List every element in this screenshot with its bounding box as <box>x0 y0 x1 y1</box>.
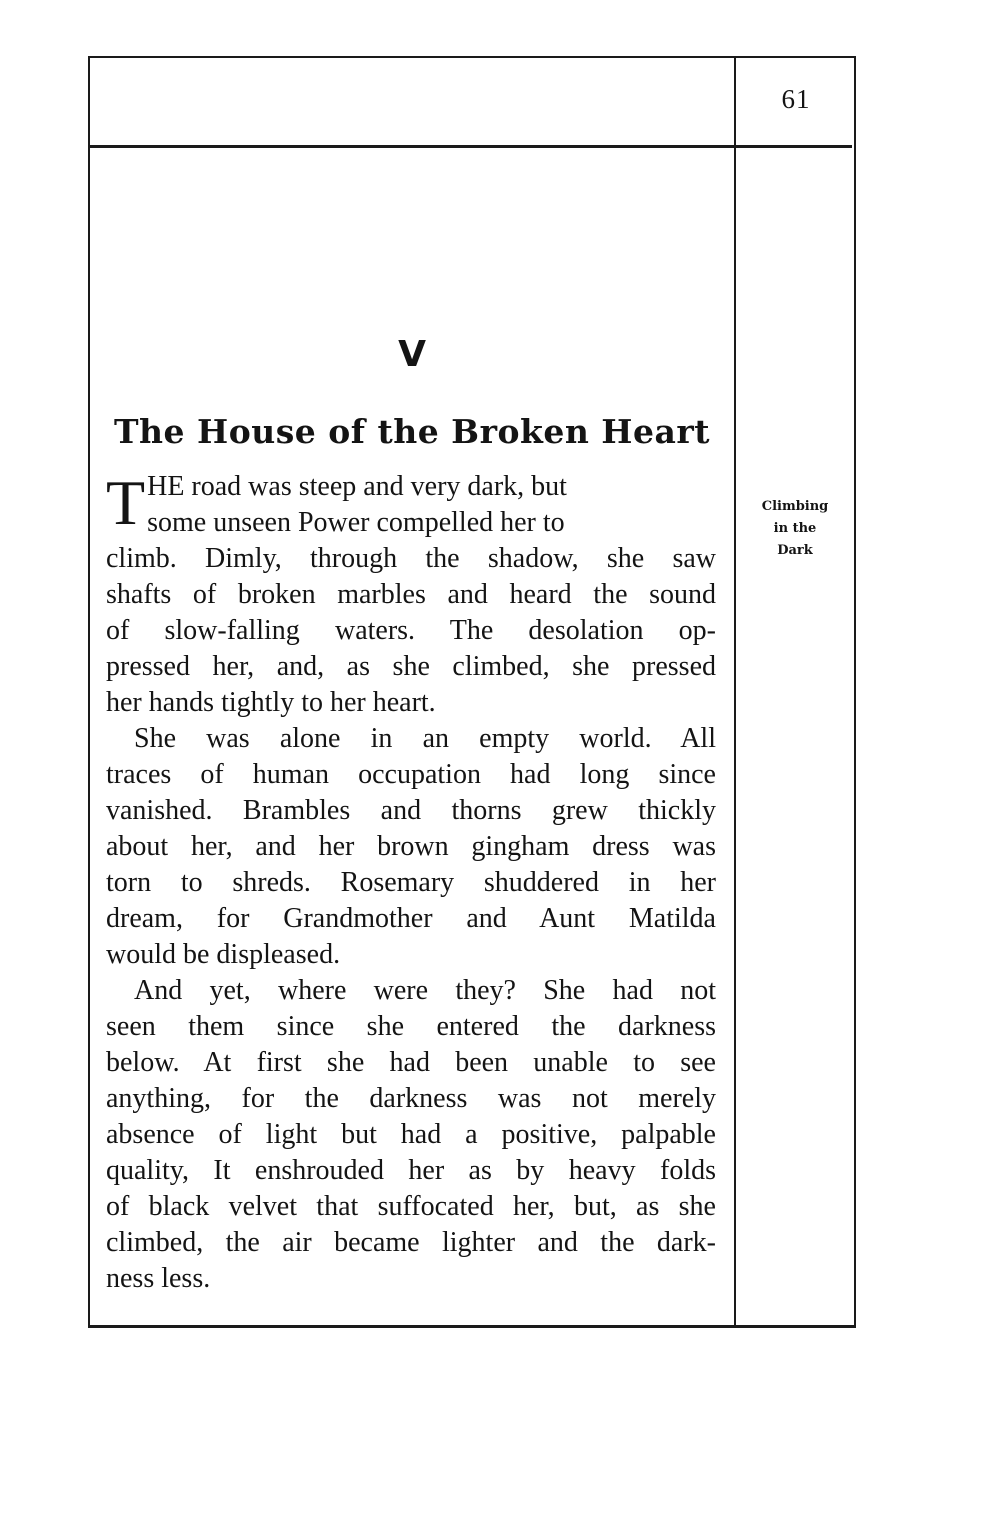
margin-note-line: in the <box>773 521 817 536</box>
paragraph-3-line: quality, It enshrouded her as by heavy folds <box>106 1155 716 1186</box>
chapter-number: V <box>398 334 426 375</box>
paragraph-3-line: below. At first she had been unable to see <box>106 1047 716 1078</box>
paragraph-1-line: pressed her, and, as she climbed, she pressed <box>106 651 716 682</box>
paragraph-1-line: of slow-falling waters. The desolation op- <box>106 615 716 646</box>
paragraph-2-line: torn to shreds. Rosemary shuddered in her <box>106 867 716 898</box>
margin-note-line: Climbing <box>761 499 829 514</box>
paragraph-2-line: She was alone in an empty world. All <box>134 723 716 754</box>
body-text <box>106 469 716 1297</box>
paragraph-3-line: absence of light but had a positive, palpable <box>106 1119 716 1150</box>
paragraph-3-line: anything, for the darkness was not merely <box>106 1083 716 1114</box>
paragraph-3-line: of black velvet that suffocated her, but, as she <box>106 1191 716 1222</box>
drop-cap: T <box>106 467 146 538</box>
paragraph-3-line: ness less. <box>106 1263 211 1294</box>
margin-column-rule <box>734 56 736 1328</box>
paragraph-2-line: dream, for Grandmother and Aunt Matilda <box>106 903 716 934</box>
chapter-title: The House of the Broken Heart <box>113 412 710 451</box>
paragraph-3-line: seen them since she entered the darkness <box>106 1011 716 1042</box>
paragraph-2-line: would be displeased. <box>106 939 341 970</box>
paragraph-1-line: her hands tightly to her heart. <box>106 687 436 718</box>
paragraph-3-line: climbed, the air became lighter and the dark- <box>106 1227 716 1258</box>
paragraph-2-line: about her, and her brown gingham dress was <box>106 831 716 862</box>
margin-note-line: Dark <box>777 543 813 558</box>
paragraph-2-line: traces of human occupation had long since <box>106 759 716 790</box>
paragraph-3-line: And yet, where were they? She had not <box>134 975 716 1006</box>
paragraph-1-line: some unseen Power compelled her to <box>147 507 565 538</box>
margin-note <box>740 496 850 562</box>
paragraph-1-line: climb. Dimly, through the shadow, she saw <box>106 543 716 574</box>
paragraph-2-line: vanished. Brambles and thorns grew thickly <box>106 795 716 826</box>
paragraph-1-line: HE road was steep and very dark, but <box>147 471 567 502</box>
paragraph-1-line: shafts of broken marbles and heard the sound <box>106 579 716 610</box>
header-rule <box>88 145 852 148</box>
page-number: 61 <box>781 84 811 114</box>
